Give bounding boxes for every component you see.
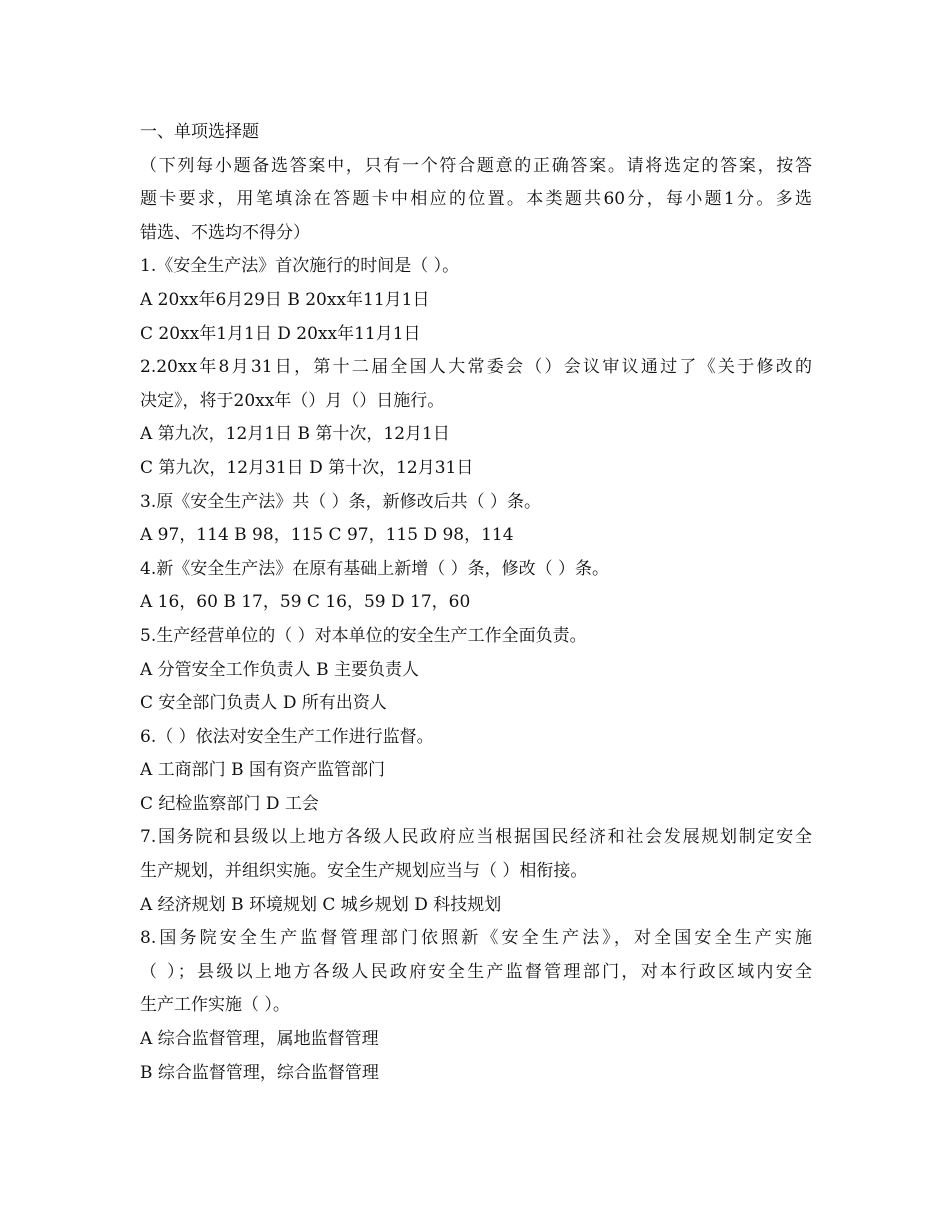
question-7-stem: 7.国务院和县级以上地方各级人民政府应当根据国民经济和社会发展规划制定安全 bbox=[140, 827, 812, 848]
question-7-stem: 生产规划，并组织实施。安全生产规划应当与（ ）相衔接。 bbox=[140, 861, 588, 882]
instructions-line: 错选、不选均不得分） bbox=[140, 222, 310, 243]
question-1-options: A 20xx年6月29日 B 20xx年11月1日 bbox=[140, 289, 430, 310]
question-5-stem: 5.生产经营单位的（ ）对本单位的安全生产工作全面负责。 bbox=[140, 625, 587, 646]
question-1-options: C 20xx年1月1日 D 20xx年11月1日 bbox=[140, 323, 421, 344]
question-2-options: C 第九次，12月31日 D 第十次，12月31日 bbox=[140, 457, 474, 478]
instructions-line: （下列每小题备选答案中，只有一个符合题意的正确答案。请将选定的答案，按答 bbox=[140, 155, 812, 176]
question-4-stem: 4.新《安全生产法》在原有基础上新增（ ）条，修改（ ）条。 bbox=[140, 558, 610, 579]
question-5-options: A 分管安全工作负责人 B 主要负责人 bbox=[140, 659, 419, 680]
question-6-stem: 6.（ ）依法对安全生产工作进行监督。 bbox=[140, 726, 434, 747]
question-8-stem: 生产工作实施（ ）。 bbox=[140, 995, 290, 1016]
question-6-options: A 工商部门 B 国有资产监管部门 bbox=[140, 760, 385, 781]
question-1-stem: 1.《安全生产法》首次施行的时间是（ ）。 bbox=[140, 256, 460, 277]
document-body bbox=[140, 116, 812, 1090]
question-2-options: A 第九次，12月1日 B 第十次，12月1日 bbox=[140, 424, 450, 445]
question-6-options: C 纪检监察部门 D 工会 bbox=[140, 793, 319, 814]
question-8-stem: 8.国务院安全生产监督管理部门依照新《安全生产法》，对全国安全生产实施 bbox=[140, 928, 812, 949]
question-2-stem: 2.20xx年8月31日，第十二届全国人大常委会（）会议审议通过了《关于修改的 bbox=[140, 357, 812, 378]
instructions-line: 题卡要求，用笔填涂在答题卡中相应的位置。本类题共60分，每小题1分。多选 bbox=[140, 189, 812, 210]
question-4-options: A 16，60 B 17，59 C 16，59 D 17，60 bbox=[140, 592, 471, 613]
question-2-stem: 决定》，将于20xx年（）月（）日施行。 bbox=[140, 390, 445, 411]
question-8-options: B 综合监督管理，综合监督管理 bbox=[140, 1062, 379, 1083]
section-heading: 一、单项选择题 bbox=[140, 122, 259, 142]
question-8-options: A 综合监督管理，属地监督管理 bbox=[140, 1029, 379, 1050]
question-3-stem: 3.原《安全生产法》共（ ）条，新修改后共（ ）条。 bbox=[140, 491, 542, 512]
question-7-options: A 经济规划 B 环境规划 C 城乡规划 D 科技规划 bbox=[140, 894, 502, 915]
question-3-options: A 97，114 B 98，115 C 97，115 D 98，114 bbox=[140, 525, 514, 546]
question-8-stem: （ ）；县级以上地方各级人民政府安全生产监督管理部门，对本行政区域内安全 bbox=[140, 961, 812, 982]
question-5-options: C 安全部门负责人 D 所有出资人 bbox=[140, 693, 387, 714]
